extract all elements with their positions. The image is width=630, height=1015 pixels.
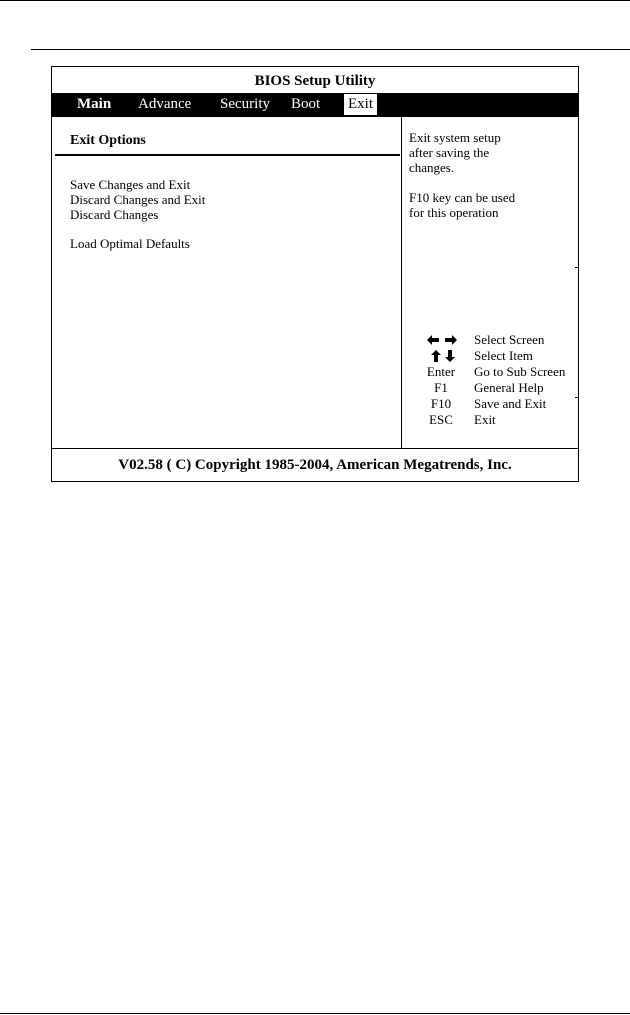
key-label: F10 (430, 396, 452, 411)
section-rule (55, 154, 400, 156)
key-desc: Save and Exit (474, 396, 547, 411)
tab-advance[interactable]: Advance (138, 96, 192, 112)
key-desc: Select Item (474, 348, 533, 363)
help-text-line: for this operation (409, 205, 499, 220)
key-legend-f1 (402, 380, 578, 396)
key-desc: Go to Sub Screen (474, 364, 566, 379)
key-desc: General Help (474, 380, 544, 395)
page-bottom-rule (0, 1013, 630, 1014)
panel-edge-tick (575, 267, 579, 268)
page-header-rule (31, 49, 630, 50)
bios-menu-bar (52, 93, 578, 116)
key-desc: Select Screen (474, 332, 545, 347)
key-legend-enter (402, 364, 578, 380)
key-label: F1 (434, 380, 448, 395)
tab-security[interactable]: Security (220, 96, 270, 112)
key-legend-select-item (402, 348, 578, 364)
key-desc: Exit (474, 412, 496, 427)
key-label: ESC (429, 412, 453, 427)
tab-boot[interactable]: Boot (291, 96, 321, 112)
key-legend-f10 (402, 396, 578, 412)
tab-main[interactable]: Main (77, 96, 112, 112)
option-discard-changes-and-exit[interactable]: Discard Changes and Exit (70, 192, 206, 207)
bios-setup-window (51, 66, 579, 482)
option-save-changes-and-exit[interactable]: Save Changes and Exit (70, 177, 191, 192)
option-discard-changes[interactable]: Discard Changes (70, 207, 159, 222)
left-right-arrows-icon (427, 334, 457, 346)
menu-separator (52, 116, 578, 117)
section-title: Exit Options (70, 133, 146, 148)
help-text-line: changes. (409, 160, 455, 175)
option-load-optimal-defaults[interactable]: Load Optimal Defaults (70, 236, 190, 251)
bios-title: BIOS Setup Utility (254, 73, 376, 89)
key-label: Enter (426, 364, 456, 379)
help-text-line: F10 key can be used (409, 190, 516, 205)
copyright-footer: V02.58 ( C) Copyright 1985-2004, American Megatrends, Inc. (118, 457, 512, 473)
help-text-line: after saving the (409, 145, 490, 160)
key-legend-esc (402, 412, 578, 428)
help-text-line: Exit system setup (409, 130, 501, 145)
tab-exit[interactable]: Exit (344, 94, 377, 115)
up-down-arrows-icon (431, 350, 455, 362)
key-legend-select-screen (402, 332, 578, 348)
page-top-rule (0, 0, 630, 1)
